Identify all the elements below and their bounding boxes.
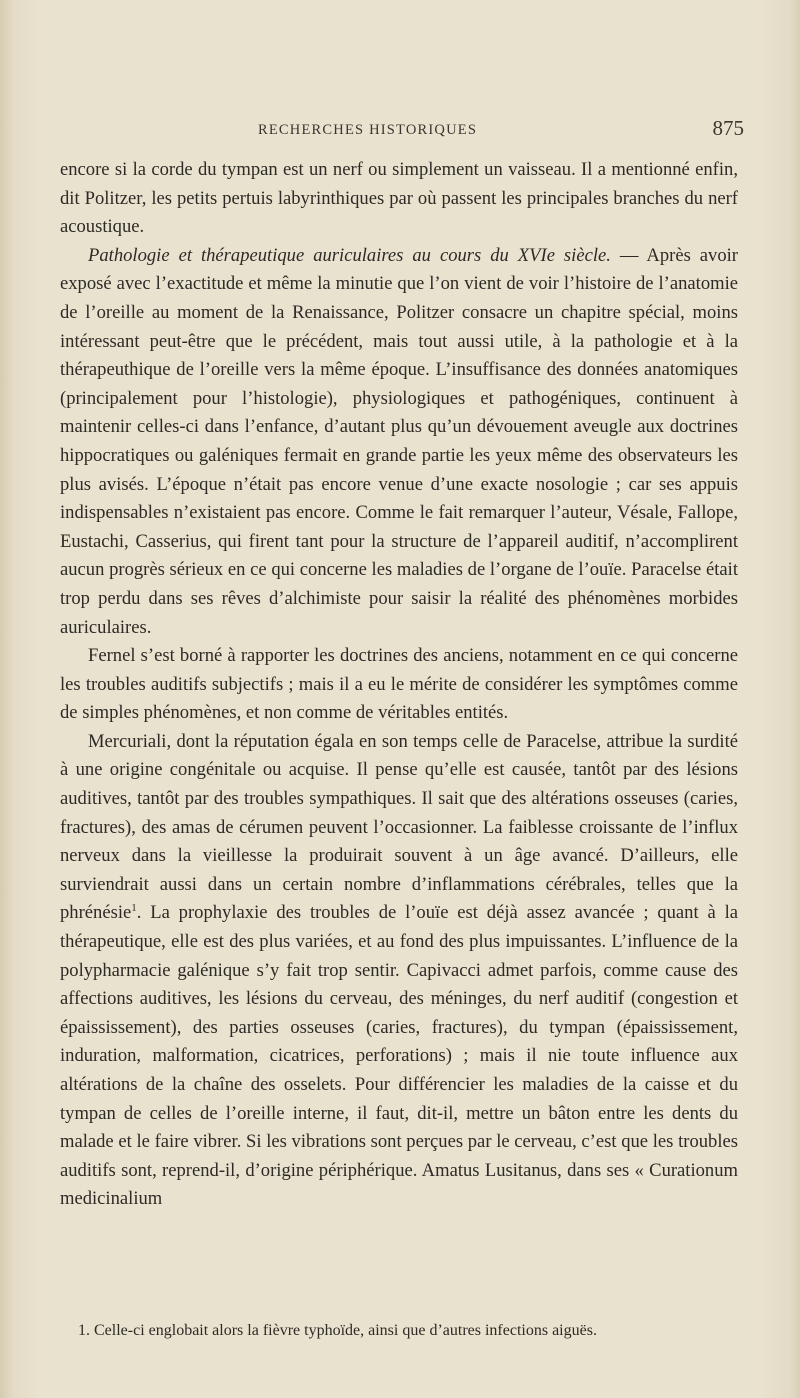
- paragraph-4: [60, 728, 738, 1214]
- page-header: [0, 116, 800, 146]
- paragraph-4-text-b: . La prophylaxie des troubles de l’ouïe est déjà assez avancée ; quant à la thérapeutique, elle est des plus variées, et au fond des plus impuissantes. L’influence de la polypharmacie galénique s’y fait trop sentir. Capivacci admet parfois, comme cause des affections auditives, les lésions du cerveau, des méninges, du nerf auditif (congestion et épaississement), des parties osseuses (caries, fractures), du tympan (épaississement, induration, malformation, cicatrices, perforations) ; mais il nie toute influence aux altérations de la chaîne des osselets. Pour différencier les maladies de la caisse et du tympan de celles de l’oreille interne, il faut, dit-il, mettre un bâton entre les dents du malade et le faire vibrer. Si les vibrations sont perçues par le cerveau, c’est que les troubles auditifs sont, reprend-il, d’origine périphérique. Amatus Lusitanus, dans ses « Curationum medicinalium: [60, 902, 738, 1210]
- paragraph-4-text-a: Mercuriali, dont la réputation égala en son temps celle de Paracelse, attribue la surdité à une origine congénitale ou acquise. Il pense qu’elle est causée, tantôt par des lésions auditives, tantôt par des troubles sympathiques. Il sait que des altérations osseuses (caries, fractures), des amas de cérumen peuvent l’occasionner. La faiblesse croissante de l’influx nerveux dans la vieillesse la produirait souvent à un âge avancé. D’ailleurs, elle surviendrait aussi dans un certain nombre d’inflammations cérébrales, telles que la phrénésie: [60, 730, 738, 924]
- running-title: RECHERCHES HISTORIQUES: [258, 122, 478, 138]
- footnote: 1. Celle-ci englobait alors la fièvre typhoïde, ainsi que d’autres infections aiguës.: [78, 1322, 597, 1339]
- paragraph-1: encore si la corde du tympan est un nerf ou simplement un vaisseau. Il a mentionné enfin, dit Politzer, les petits pertuis labyrinthiques par où passent les principales branches du nerf acoustique.: [60, 159, 738, 238]
- page-number: 875: [712, 116, 744, 140]
- footnote-reference: 1: [131, 902, 137, 915]
- paragraph-2: [60, 242, 738, 642]
- main-text: [60, 156, 738, 1214]
- paragraph-2-text: — Après avoir exposé avec l’exactitude et même la minutie que l’on vient de voir l’histoire de l’anatomie de l’oreille au moment de la Renaissance, Politzer consacre un chapitre spécial, moins intéressant peut-être que le précédent, mais tout aussi utile, à la pathologie et à la thérapeuthique de l’oreille vers la même époque. L’insuffisance des données anatomiques (principalement pour l’histologie), physiologiques et pathogéniques, continuent à maintenir celles-ci dans l’enfance, d’autant plus qu’un dévouement aveugle aux doctrines hippocratiques ou galéniques fermait en grande partie les yeux même des observateurs les plus avisés. L’époque n’était pas encore venue d’une exacte nosologie ; car ses appuis indispensables n’existaient pas encore. Comme le fait remarquer l’auteur, Vésale, Fallope, Eustachi, Casserius, qui firent tant pour la structure de l’appareil auditif, n’accomplirent aucun progrès sérieux en ce qui concerne les maladies de l’organe de l’ouïe. Paracelse était trop perdu dans ses rêves d’alchimiste pour saisir la réalité des phénomènes morbides auriculaires.: [60, 244, 738, 638]
- paragraph-3: Fernel s’est borné à rapporter les doctrines des anciens, notamment en ce qui concerne les troubles auditifs subjectifs ; mais il a eu le mérite de considérer les symptômes comme de simples phénomènes, et non comme de véritables entités.: [60, 645, 738, 724]
- section-title: Pathologie et thérapeutique auriculaires au cours du XVIe siècle.: [88, 244, 611, 266]
